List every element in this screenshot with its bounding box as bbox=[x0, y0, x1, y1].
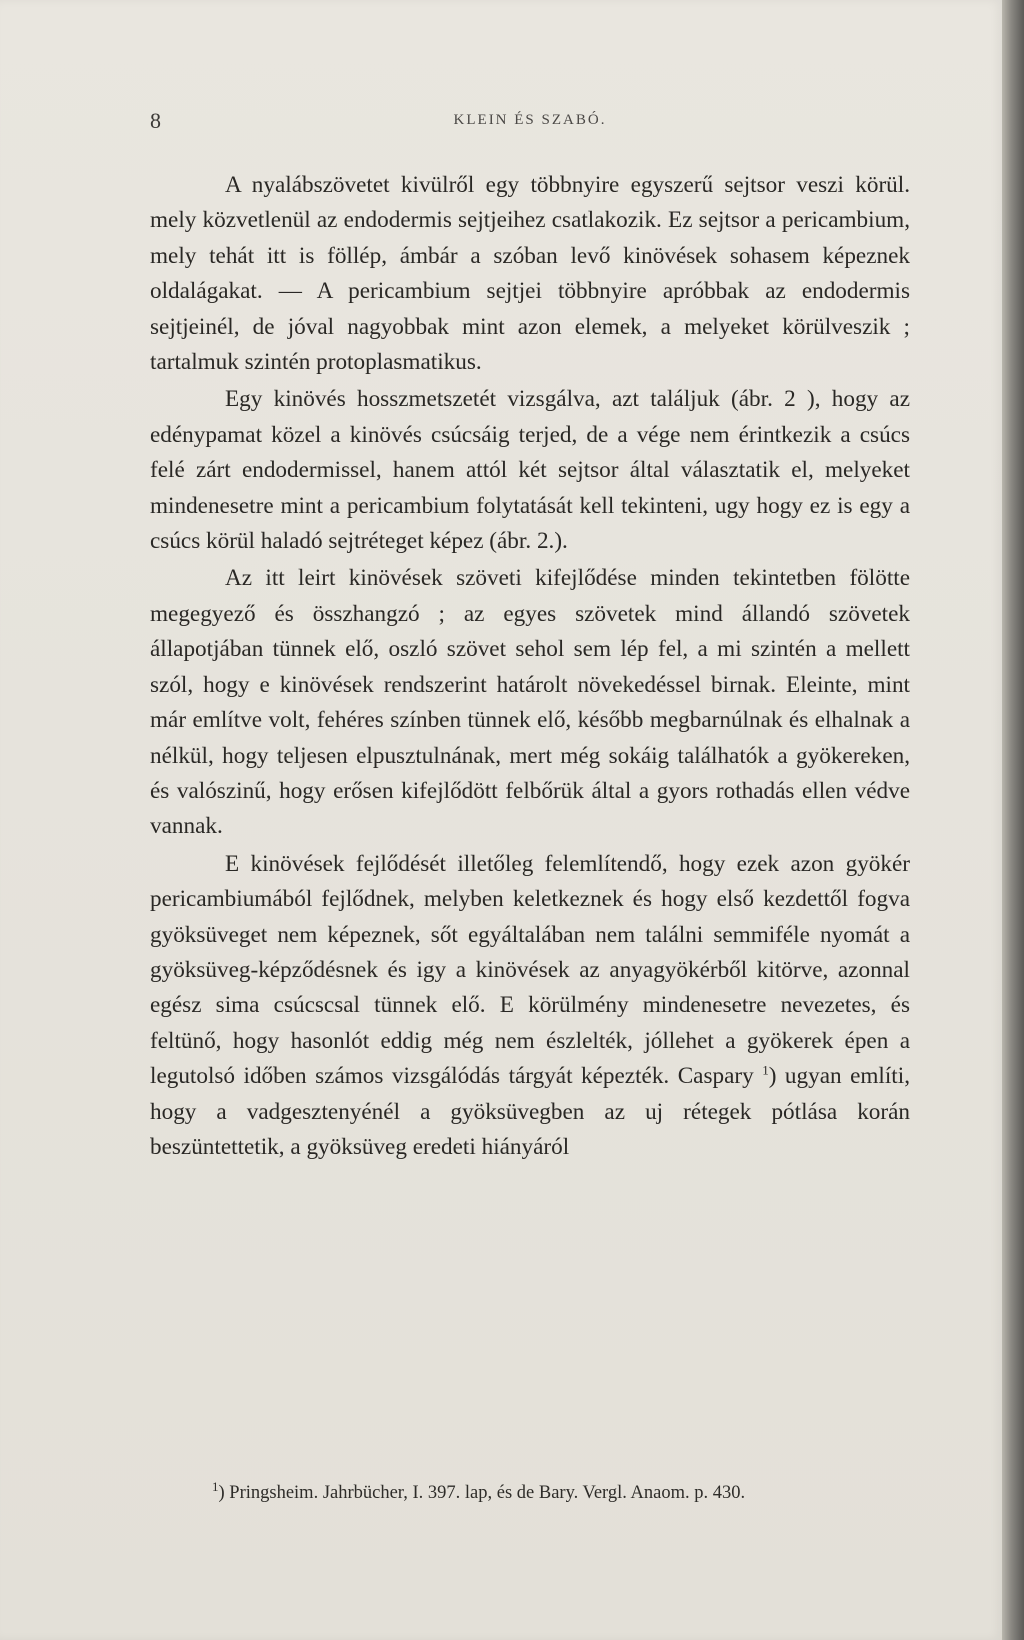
body-text bbox=[150, 168, 910, 1167]
page-edge-shadow bbox=[1002, 0, 1024, 1640]
paragraph-1: A nyalábszövetet kivülről egy többnyire egyszerű sejtsor veszi körül. mely közvetlenül az endodermis sejtjeihez csatlakozik. Ez sejtsor a pericambium, mely tehát itt is föllép, ámbár a szóban levő kinövések sohasem képeznek oldalágakat. — A pericambium sejtjei többnyire apróbbak az endodermis sejtjeinél, de jóval nagyobbak mint azon elemek, a melyeket körülveszik ; tartalmuk szintén protoplasmatikus. bbox=[150, 172, 910, 376]
footnote-line bbox=[150, 1478, 910, 1508]
footnote-marker: 1 bbox=[212, 1478, 219, 1494]
footnote-reference: 1 bbox=[762, 1062, 769, 1078]
footnote-text: ) Pringsheim. Jahrbücher, I. 397. lap, és de Bary. Vergl. Anaom. p. 430. bbox=[218, 1483, 746, 1503]
paragraph-4-text: E kinövések fejlődését illetőleg felemlítendő, hogy ezek azon gyökér pericambiumából fejlődnek, melyben keletkeznek és hogy első kezdettől fogva gyöksüveget nem képeznek, sőt egyáltalában nem találni semmiféle nyomát a gyöksüveg-képződésnek és igy a kinövések az anyagyökérből kitörve, azonnal egész sima csúcscsal tünnek elő. E körülmény mindenesetre nevezetes, és feltünő, hogy hasonlót eddig még nem észlelték, jóllehet a gyökerek épen a legutolsó időben számos vizsgálódás tárgyát képezték. Caspary bbox=[150, 850, 910, 1090]
paragraph-4-continuation: ) ugyan említi, hogy a vadgesztenyénél a gyöksüvegben az uj rétegek pótlása korán beszüntettetik, a gyöksüveg eredeti hiányáról bbox=[150, 1063, 910, 1160]
footnote bbox=[150, 1478, 910, 1508]
paragraph-4 bbox=[150, 847, 910, 1166]
paragraph-3: Az itt leirt kinövések szöveti kifejlődése minden tekintetben fölötte megegyező és összhangzó ; az egyes szövetek mind állandó szövetek állapotjában tünnek elő, oszló szövet sehol sem lép fel, a mi szintén a mellett szól, hogy e kinövések rendszerint határolt növekedéssel birnak. Eleinte, mint már említve volt, fehéres színben tünnek elő, később megbarnúlnak és elhalnak a nélkül, hogy teljesen elpusztulnának, mert még sokáig találhatók a gyökereken, és valószinű, hogy erősen kifejlődött felbőrük által a gyors rothadás ellen védve vannak. bbox=[150, 565, 910, 840]
running-head: KLEIN ÉS SZABÓ. bbox=[453, 112, 607, 128]
page-header bbox=[150, 108, 910, 138]
paragraph-2: Egy kinövés hosszmetszetét vizsgálva, azt találjuk (ábr. 2 ), hogy az edénypamat közel a kinövés csúcsáig terjed, de a vége nem érintkezik a csúcs felé zárt endodermissel, hanem attól két sejtsor által választatik el, melyeket mindenesetre mint a pericambium folytatását kell tekinteni, ugy hogy ez is egy a csúcs körül haladó sejtréteget képez (ábr. 2.). bbox=[150, 386, 910, 555]
page-number: 8 bbox=[150, 108, 161, 133]
